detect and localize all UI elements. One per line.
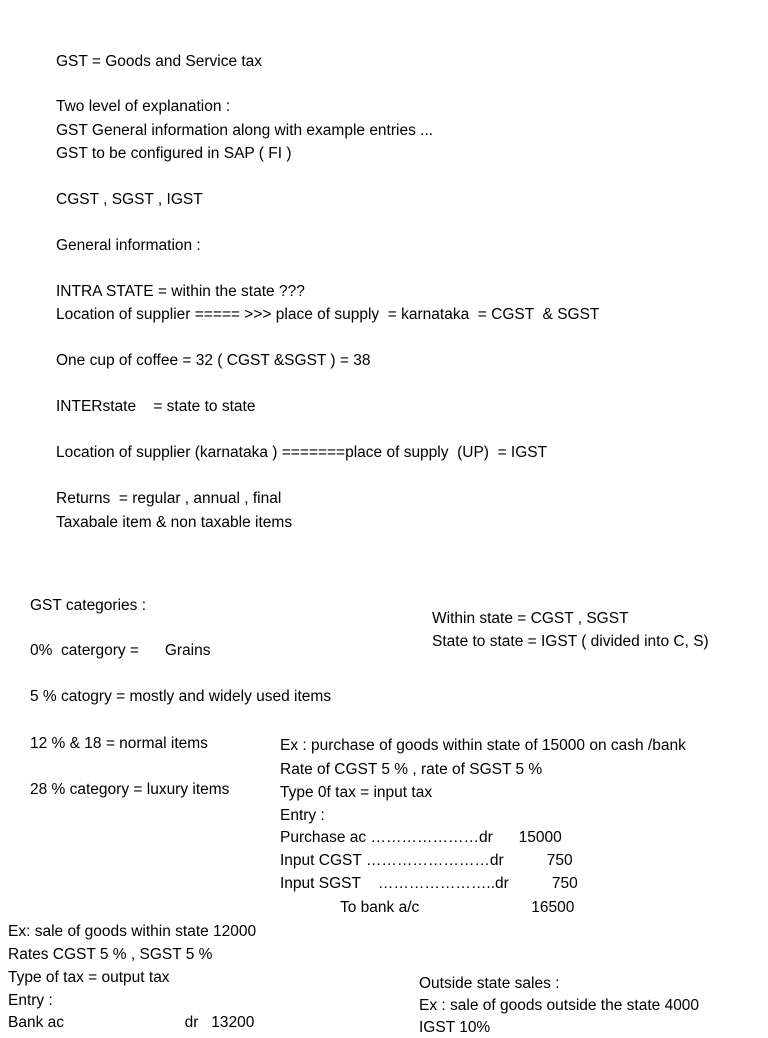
- text-line: Purchase ac …………………dr 15000: [280, 829, 562, 846]
- text-line: IGST 10%: [419, 1019, 491, 1036]
- text-line: GST to be configured in SAP ( FI ): [56, 145, 292, 162]
- text-line: GST categories :: [30, 597, 147, 614]
- text-line: To bank a/c 16500: [340, 899, 575, 916]
- text-line: State to state = IGST ( divided into C, S): [432, 633, 709, 650]
- text-line: Entry :: [280, 807, 325, 824]
- text-line: Location of supplier (karnataka ) =======place of supply (UP) = IGST: [56, 444, 548, 461]
- text-line: Type 0f tax = input tax: [280, 784, 433, 801]
- text-line: Ex : sale of goods outside the state 4000: [419, 997, 700, 1014]
- text-line: 28 % category = luxury items: [30, 781, 230, 798]
- text-line: Outside state sales :: [419, 975, 560, 992]
- text-line: Ex : purchase of goods within state of 15000 on cash /bank: [280, 737, 686, 754]
- text-line: One cup of coffee = 32 ( CGST &SGST ) = 38: [56, 352, 371, 369]
- text-line: Within state = CGST , SGST: [432, 610, 629, 627]
- text-line: Entry :: [8, 992, 53, 1009]
- text-line: Returns = regular , annual , final: [56, 490, 282, 507]
- text-line: INTRA STATE = within the state ???: [56, 283, 305, 300]
- text-line: Two level of explanation :: [56, 98, 231, 115]
- text-line: Input CGST ……………………dr 750: [280, 852, 573, 869]
- text-line: Bank ac dr 13200: [8, 1014, 255, 1031]
- text-line: Location of supplier ===== >>> place of supply = karnataka = CGST & SGST: [56, 306, 600, 323]
- text-line: Rate of CGST 5 % , rate of SGST 5 %: [280, 761, 543, 778]
- text-line: Input SGST …………………..dr 750: [280, 875, 578, 892]
- text-line: 0% catergory = Grains: [30, 642, 211, 659]
- text-line: CGST , SGST , IGST: [56, 191, 203, 208]
- text-line: 5 % catogry = mostly and widely used items: [30, 688, 332, 705]
- text-line: Ex: sale of goods within state 12000: [8, 923, 257, 940]
- text-line: Taxabale item & non taxable items: [56, 514, 293, 531]
- text-line: INTERstate = state to state: [56, 398, 256, 415]
- text-line: General information :: [56, 237, 201, 254]
- text-line: Type of tax = output tax: [8, 969, 170, 986]
- text-line: Rates CGST 5 % , SGST 5 %: [8, 946, 213, 963]
- text-line: 12 % & 18 = normal items: [30, 735, 208, 752]
- text-line: GST General information along with example entries ...: [56, 122, 434, 139]
- text-line: GST = Goods and Service tax: [56, 53, 263, 70]
